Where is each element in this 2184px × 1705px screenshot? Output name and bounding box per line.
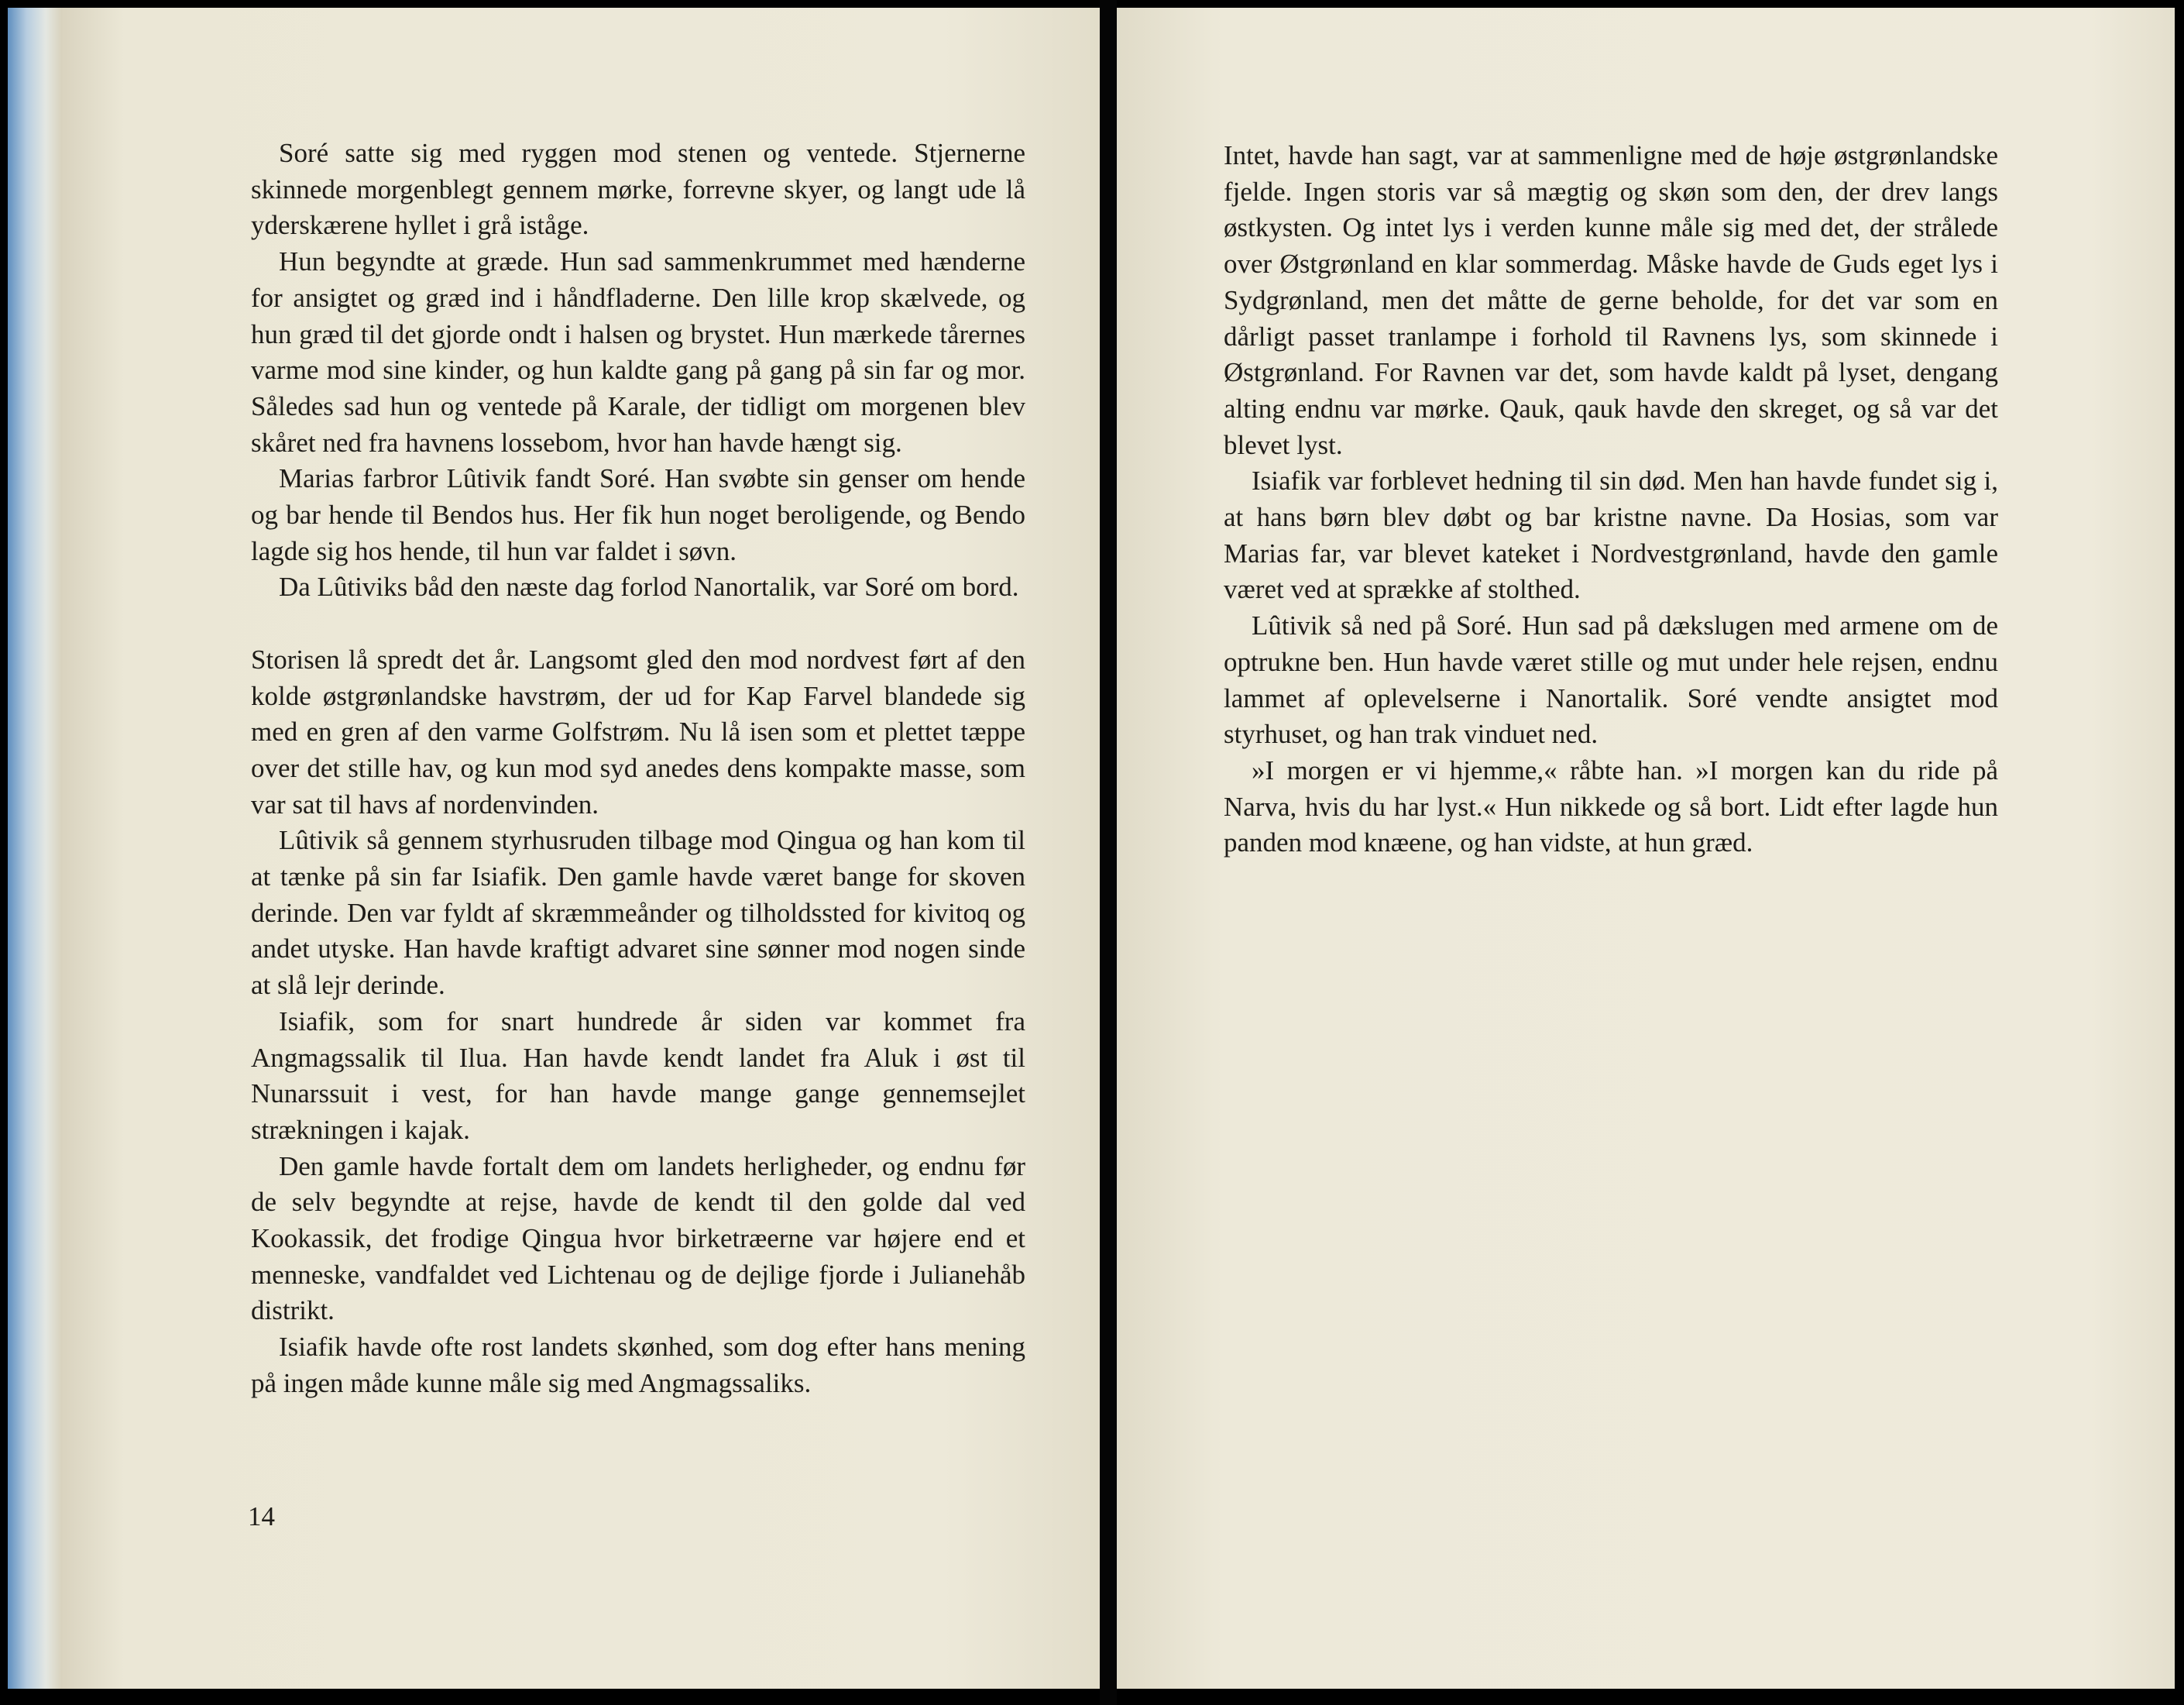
right-page	[1117, 8, 2175, 1689]
right-page-text	[1224, 138, 1998, 861]
paragraph: Lûtivik så gennem styrhusruden tilbage mod Qingua og han kom til at tænke på sin far Isiafik. Den gamle havde været bange for skoven derinde. Den var fyldt af skræmmeånder og tilholdssted for kivitoq og andet utyske. Han havde kraftigt advaret sine sønner mod nogen sinde at slå lejr derinde.	[251, 825, 1025, 1001]
paragraph: Storisen lå spredt det år. Langsomt gled den mod nordvest ført af den kolde østgrønlandske havstrøm, der ud for Kap Farvel blandede sig med en gren af den varme Golfstrøm. Nu lå isen som et plettet tæppe over det stille hav, og kun mod syd anedes dens kompakte masse, som var sat til havs af nordenvinden.	[251, 644, 1025, 820]
paragraph: Isiafik var forblevet hedning til sin død. Men han havde fundet sig i, at hans børn blev døbt og bar kristne navne. Da Hosias, som var Marias far, var blevet kateket i Nordvestgrønland, havde den gamle været ved at sprække af stolthed.	[1224, 466, 1998, 605]
paragraph: Den gamle havde fortalt dem om landets herligheder, og endnu før de selv begyndte at rejse, havde de kendt til den golde dal ved Kookassik, det frodige Qingua hvor birketræerne var højere end et menneske, vandfaldet ved Lichtenau og de dejlige fjorde i Julianehåb distrikt.	[251, 1150, 1025, 1326]
paragraph: Marias farbror Lûtivik fandt Soré. Han svøbte sin genser om hende og bar hende til Bendos hus. Her fik hun noget beroligende, og Bendo lagde sig hos hende, til hun var faldet i søvn.	[251, 463, 1025, 566]
paragraph: Intet, havde han sagt, var at sammenligne med de høje østgrønlandske fjelde. Ingen storis var så mægtig og skøn som den, der drev langs østkysten. Og intet lys i verden kunne måle sig med det, der strålede over Østgrønland en klar sommerdag. Måske havde de Guds eget lys i Sydgrønland, men det måtte de gerne beholde, for det var som en dårligt passet tranlampe i forhold til Ravnens lys, som skinnede i Østgrønland. For Ravnen var det, som havde kaldt på lyset, dengang alting endnu var mørke. Qauk, qauk havde den skreget, og så var det blevet lyst.	[1224, 140, 1998, 460]
paragraph: Lûtivik så ned på Soré. Hun sad på dækslugen med armene om de optrukne ben. Hun havde været stille og mut under hele rejsen, endnu lammet af oplevelserne i Nanortalik. Soré vendte ansigtet mod styrhuset, og han trak vinduet ned.	[1224, 610, 1998, 750]
paragraph: Isiafik havde ofte rost landets skønhed, som dog efter hans mening på ingen måde kunne måle sig med Angmagssaliks.	[251, 1332, 1025, 1398]
paragraph: Isiafik, som for snart hundrede år siden var kommet fra Angmagssalik til Ilua. Han havde kendt landet fra Aluk i øst til Nunarssuit i vest, for han havde mange gange gennemsejlet strækningen i kajak.	[251, 1005, 1025, 1145]
paragraph: Hun begyndte at græde. Hun sad sammenkrummet med hænderne for ansigtet og græd ind i håndfladerne. Den lille krop skælvede, og hun græd til det gjorde ondt i halsen og brystet. Hun mærkede tårernes varme mod sine kinder, og hun kaldte gang på gang på sin far og mor. Således sad hun og ventede på Karale, der tidligt om morgenen blev skåret ned fra havnens lossebom, hvor han havde hængt sig.	[251, 246, 1025, 458]
paragraph: Da Lûtiviks båd den næste dag forlod Nanortalik, var Soré om bord.	[279, 572, 1019, 603]
left-page-text	[251, 136, 1025, 1402]
left-page	[62, 8, 1100, 1689]
paragraph: »I morgen er vi hjemme,« råbte han. »I morgen kan du ride på Narva, hvis du har lyst.« Hun nikkede og så bort. Lidt efter lagde hun panden mod knæene, og han vidste, at hun græd.	[1224, 755, 1998, 858]
page-number: 14	[248, 1501, 275, 1531]
book-gutter	[1100, 0, 1117, 1705]
paragraph: Soré satte sig med ryggen mod stenen og ventede. Stjernerne skinnede morgenblegt gennem mørke, forrevne skyer, og langt ude lå yderskærene hyllet i grå iståge.	[251, 138, 1025, 241]
book-cover-edge	[8, 8, 62, 1689]
